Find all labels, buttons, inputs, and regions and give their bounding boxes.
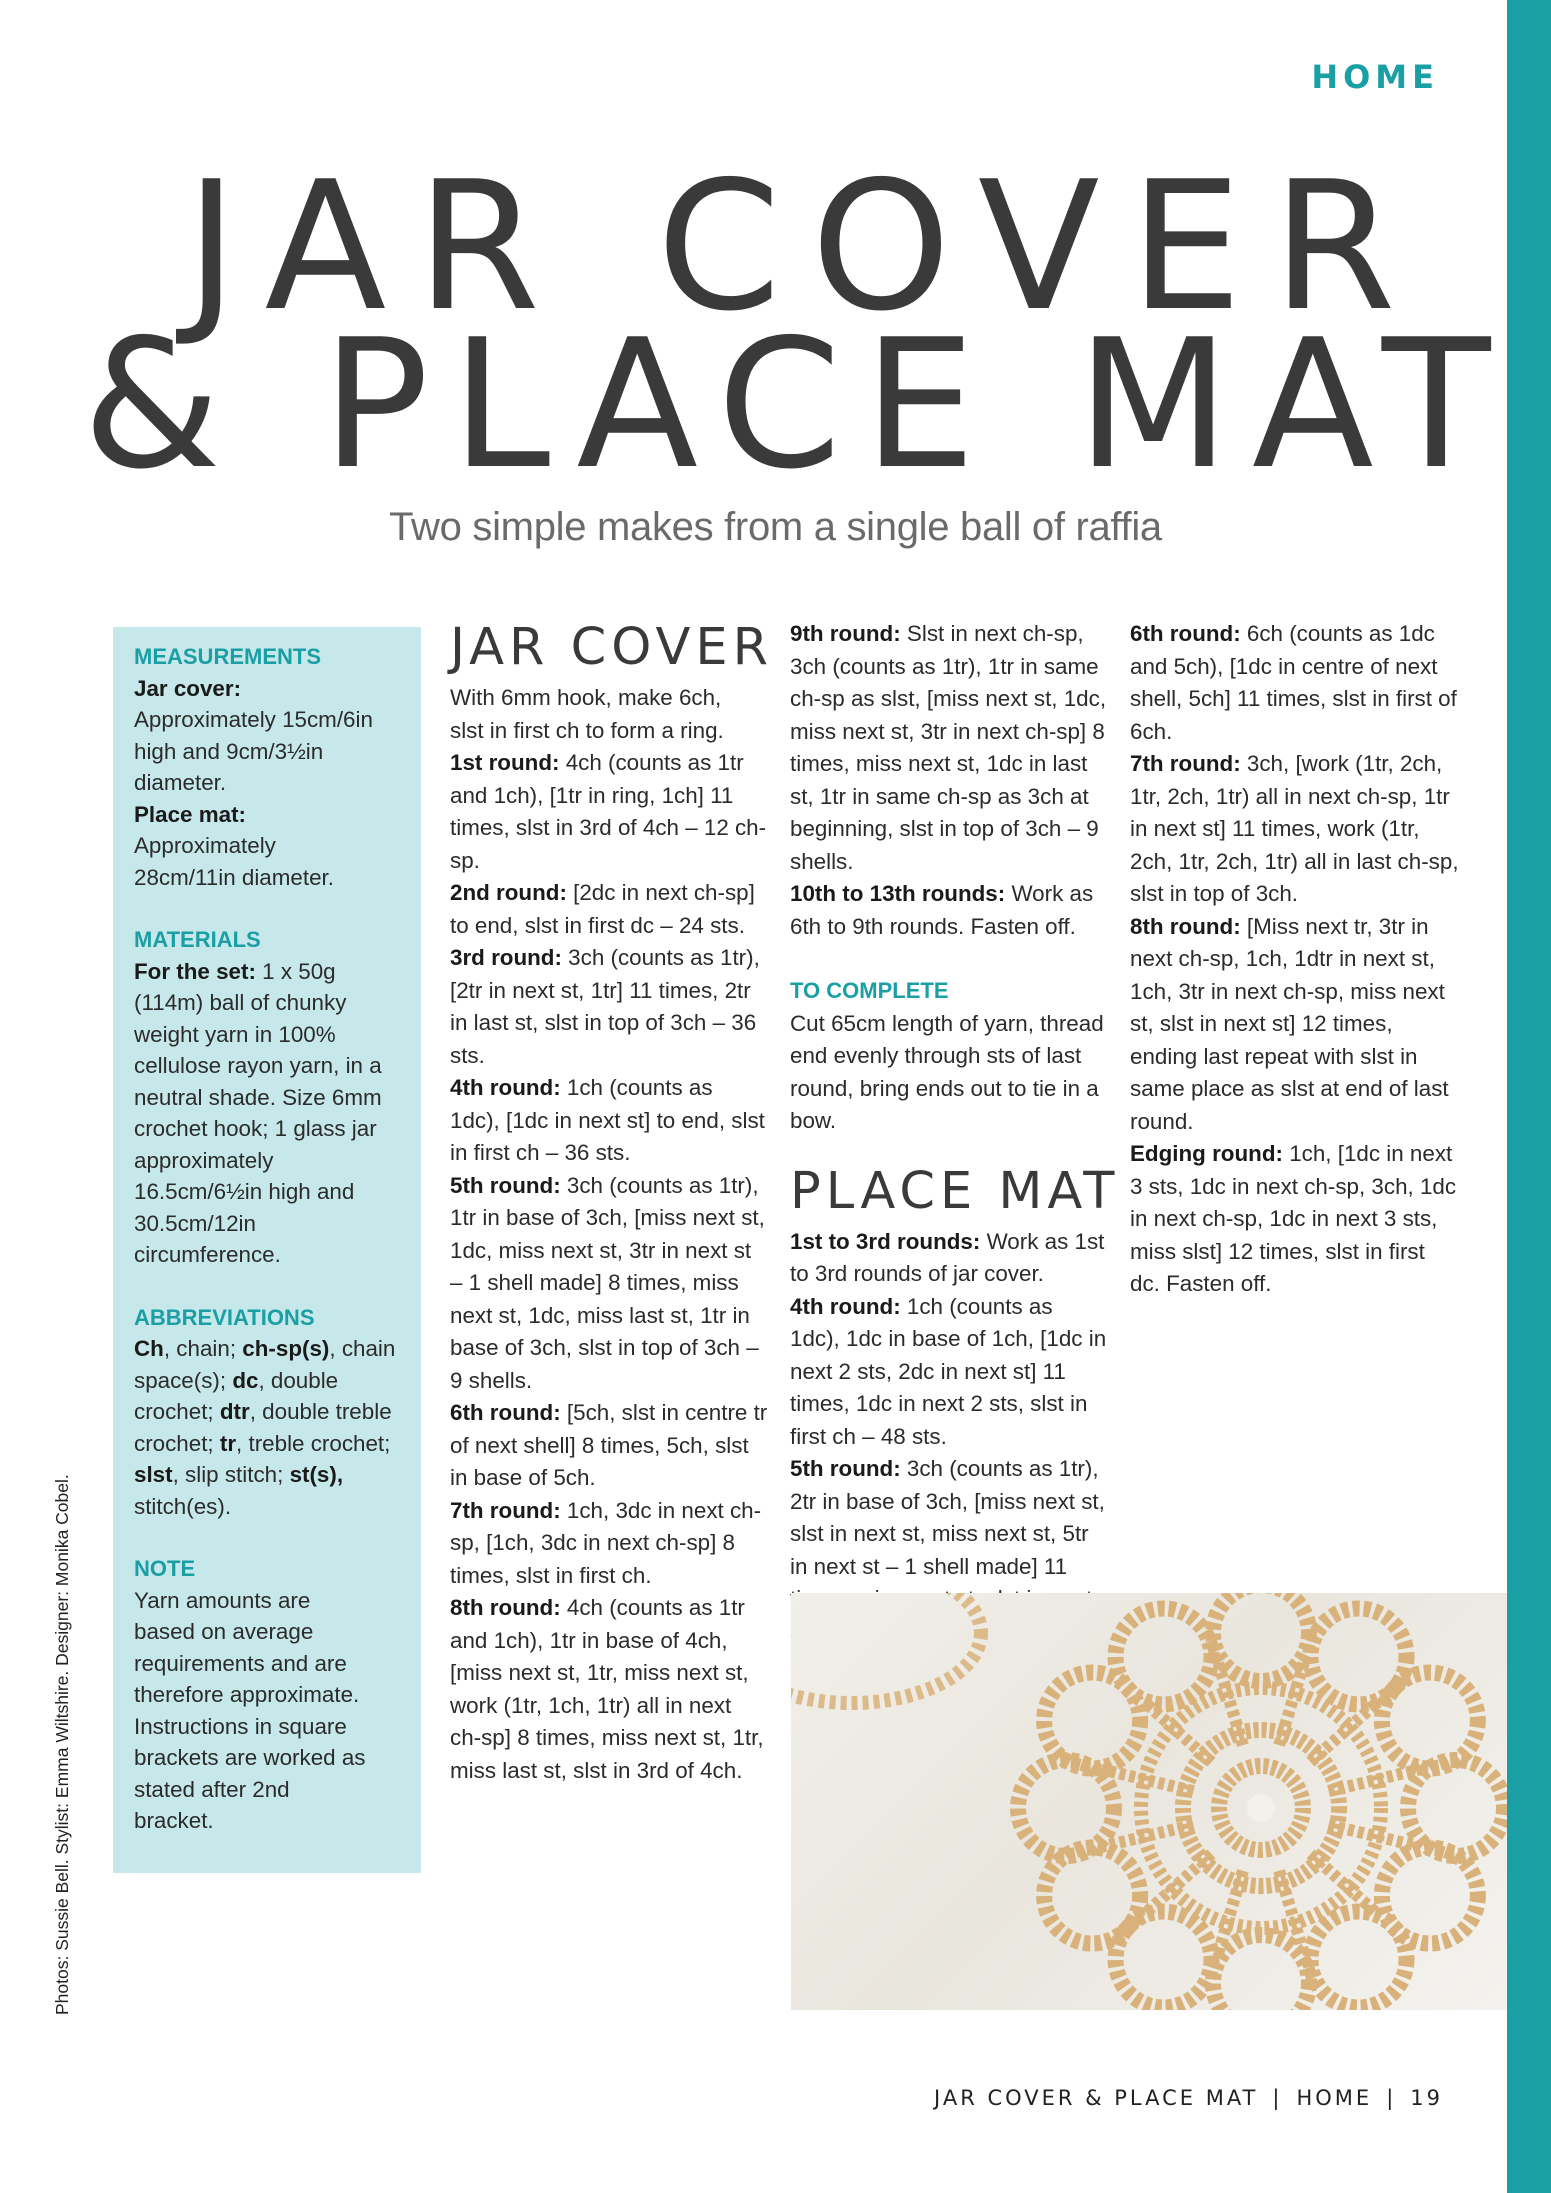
round-label: 4th round: xyxy=(450,1075,561,1100)
crochet-doily-image xyxy=(791,1593,1507,2010)
round-label: 7th round: xyxy=(450,1497,561,1523)
round-label: 7th round: xyxy=(1130,751,1241,776)
to-complete-text: Cut 65cm length of yarn, thread end evenly through sts of last round, bring ends out to tie in a bow. xyxy=(790,1010,1104,1133)
place-mat-photo xyxy=(791,1593,1507,2010)
jar-cover-heading: JAR COVER xyxy=(450,618,774,677)
round-label: 8th round: xyxy=(1130,913,1241,939)
abbreviation-meaning: , double crochet; xyxy=(134,1367,339,1424)
note-heading: NOTE xyxy=(134,1556,196,1581)
round-label: 1st to 3rd rounds: xyxy=(790,1228,981,1254)
abbreviation-term: ch-sp(s) xyxy=(242,1336,330,1361)
round-label: 4th round: xyxy=(790,1293,901,1319)
round-label: 3rd round: xyxy=(450,945,562,970)
pattern-round xyxy=(1130,748,1460,911)
pattern-round xyxy=(450,747,768,877)
materials-label: For the set: xyxy=(134,958,256,984)
pattern-round xyxy=(1130,911,1460,1139)
place-mat-heading: PLACE MAT xyxy=(790,1161,1120,1221)
pattern-round xyxy=(790,618,1112,878)
abbreviation-term: slst xyxy=(134,1462,173,1487)
round-label: 6th round: xyxy=(1130,621,1241,646)
pattern-round xyxy=(1130,1138,1460,1301)
to-complete-heading: TO COMPLETE xyxy=(790,978,949,1003)
round-instructions: 1ch (counts as 1dc), 1dc in base of 1ch, [1dc in next 2 sts, 2dc in next st] 11 times, 1dc in next 2 sts, slst in first ch – 48 sts. xyxy=(790,1293,1107,1449)
pattern-round xyxy=(450,1397,768,1495)
pattern-round xyxy=(450,1170,768,1398)
page-number: 19 xyxy=(1410,2086,1443,2110)
note-text: Yarn amounts are based on average requirements and are therefore approximate. Instructions in square brackets are worked as stated after 2nd bracket. xyxy=(134,1587,366,1833)
round-instructions: [Miss next tr, 3tr in next ch-sp, 1ch, 1dtr in next st, 1ch, 3tr in next ch-sp, miss next st, slst in next st] 12 times, ending last repeat with slst in same place as slst at end of last round. xyxy=(1130,913,1449,1134)
jar-cover-size: Approximately 15cm/6in high and 9cm/3½in diameter. xyxy=(134,707,373,795)
measurements-heading: MEASUREMENTS xyxy=(134,644,322,669)
footer-separator: | xyxy=(1272,2086,1283,2110)
abbreviation-meaning: , double treble crochet; xyxy=(134,1399,392,1456)
round-instructions: 1ch, 3dc in next ch-sp, [1ch, 3dc in next ch-sp] 8 times, slst in first ch. xyxy=(450,1497,762,1588)
round-label: 8th round: xyxy=(450,1595,561,1620)
page-footer xyxy=(934,2086,1443,2110)
round-instructions: 4ch (counts as 1tr and 1ch), [1tr in ring, 1ch] 11 times, slst in 3rd of 4ch – 12 ch-sp. xyxy=(450,750,767,873)
pattern-round xyxy=(450,1592,768,1787)
abbreviation-meaning: , chain; xyxy=(163,1336,243,1361)
page-title-line2: & PLACE MAT xyxy=(82,301,1513,508)
round-instructions: 1ch (counts as 1dc), [1dc in next st] to end, slst in first ch – 36 sts. xyxy=(450,1075,765,1165)
place-mat-continued-column xyxy=(1130,618,1460,1301)
pattern-round xyxy=(450,942,768,1072)
page-subtitle: Two simple makes from a single ball of raffia xyxy=(389,505,1162,549)
abbreviation-meaning: , treble crochet; xyxy=(236,1430,391,1456)
place-mat-size-label: Place mat: xyxy=(134,801,247,827)
info-sidebar xyxy=(113,627,421,1873)
round-label: 9th round: xyxy=(790,621,901,646)
pattern-round xyxy=(450,1495,768,1593)
round-label: 2nd round: xyxy=(450,880,567,905)
jar-cover-intro: With 6mm hook, make 6ch, slst in first ch to form a ring. xyxy=(450,685,724,743)
footer-separator: | xyxy=(1386,2086,1397,2110)
round-instructions: 3ch (counts as 1tr), 2tr in base of 3ch, [miss next st, slst in next st, miss next st, 5tr in next st – 1 shell made] 11 xyxy=(790,1456,1105,1579)
abbreviation-term: dc xyxy=(232,1367,259,1393)
abbreviation-meaning: stitch(es). xyxy=(134,1493,232,1519)
abbreviation-term: Ch xyxy=(134,1336,164,1361)
jar-cover-continued-column xyxy=(790,618,1120,1713)
page-title-line1: JAR COVER xyxy=(185,143,1426,350)
round-label: 6th round: xyxy=(450,1400,561,1425)
footer-section: HOME xyxy=(1296,2086,1373,2110)
pattern-round xyxy=(1130,618,1460,748)
footer-article-title: JAR COVER & PLACE MAT xyxy=(934,2086,1259,2110)
round-label: Edging round: xyxy=(1130,1141,1283,1166)
round-instructions: 6ch (counts as 1dc and 5ch), [1dc in centre of next shell, 5ch] 11 times, slst in first of 6ch. xyxy=(1130,621,1457,744)
round-instructions: [2dc in next ch-sp] to end, slst in first dc – 24 sts. xyxy=(450,880,755,938)
round-label: 1st round: xyxy=(450,750,560,775)
round-instructions: 3ch, [work (1tr, 2ch, 1tr, 2ch, 1tr) all in next ch-sp, 1tr in next st] 11 times, work (1tr, 2ch, 1tr, 2ch, 1tr) all in last ch-sp, slst in top of 3ch. xyxy=(1130,751,1459,906)
abbreviation-meaning: , slip stitch; xyxy=(172,1462,290,1487)
pattern-round xyxy=(450,1072,768,1170)
round-instructions: 1ch, [1dc in next 3 sts, 1dc in next ch-sp, 3ch, 1dc in next ch-sp, 1dc in next 3 sts, miss slst] 12 times, slst in first dc. Fasten off. xyxy=(1130,1141,1457,1296)
materials-heading: MATERIALS xyxy=(134,927,261,952)
round-label: 5th round: xyxy=(790,1456,901,1481)
round-instructions: [5ch, slst in centre tr of next shell] 8 times, 5ch, slst in base of 5ch. xyxy=(450,1400,768,1490)
abbreviation-term: tr xyxy=(219,1430,237,1456)
round-instructions: Slst in next ch-sp, 3ch (counts as 1tr), 1tr in same ch-sp as slst, [miss next st, 1dc, miss next st, 3tr in next ch-sp] 8 times, miss next st, 1dc in last st, 1tr in same ch-sp as 3ch at beginning, slst in top of 3ch – 9 shells. xyxy=(790,621,1107,874)
abbreviations-list xyxy=(134,1333,396,1522)
section-tag: HOME xyxy=(1311,58,1439,96)
round-instructions: Work as 6th to 9th rounds. Fasten off. xyxy=(790,881,1094,939)
pattern-round xyxy=(790,1291,1108,1454)
round-instructions: Work as 1st to 3rd rounds of jar cover. xyxy=(790,1228,1105,1286)
abbreviation-term: dtr xyxy=(219,1399,250,1424)
round-instructions: 4ch (counts as 1tr and 1ch), 1tr in base of 4ch, [miss next st, 1tr, miss next st, work (1tr, 1ch, 1tr) all in next ch-sp] 8 times, miss next st, 1tr, miss last st, slst in 3rd of 4ch. xyxy=(450,1595,764,1783)
round-instructions: 3ch (counts as 1tr), [2tr in next st, 1tr] 11 times, 2tr in last st, slst in top of 3ch – 36 sts. xyxy=(450,945,760,1068)
pattern-round xyxy=(790,1226,1108,1291)
photo-credit: Photos: Sussie Bell. Stylist: Emma Wiltshire. Designer: Monika Cobel. xyxy=(52,1474,72,2015)
jar-cover-column xyxy=(450,618,775,1787)
round-label: 5th round: xyxy=(450,1172,561,1198)
round-label: 10th to 13th rounds: xyxy=(790,881,1006,906)
abbreviations-heading: ABBREVIATIONS xyxy=(134,1304,315,1330)
pattern-round xyxy=(450,877,768,942)
abbreviation-meaning: , chain space(s); xyxy=(134,1336,396,1393)
materials-text: 1 x 50g (114m) ball of chunky weight yarn in 100% cellulose rayon yarn, in a neutral shade. Size 6mm crochet hook; 1 glass jar approximately 16.5cm/6½in high and 30.5cm/12in circumference. xyxy=(134,958,382,1267)
place-mat-size: Approximately 28cm/11in diameter. xyxy=(134,833,334,890)
round-instructions: 3ch (counts as 1tr), 1tr in base of 3ch, [miss next st, 1dc, miss next st, 3tr in next st – 1 shell made] 8 times, miss next st, 1dc, miss last st, 1tr in base of 3ch, slst in top of 3ch – 9 shells. xyxy=(450,1172,765,1393)
jar-cover-size-label: Jar cover: xyxy=(134,675,242,701)
pattern-round xyxy=(790,878,1112,943)
abbreviation-term: st(s), xyxy=(289,1462,344,1487)
